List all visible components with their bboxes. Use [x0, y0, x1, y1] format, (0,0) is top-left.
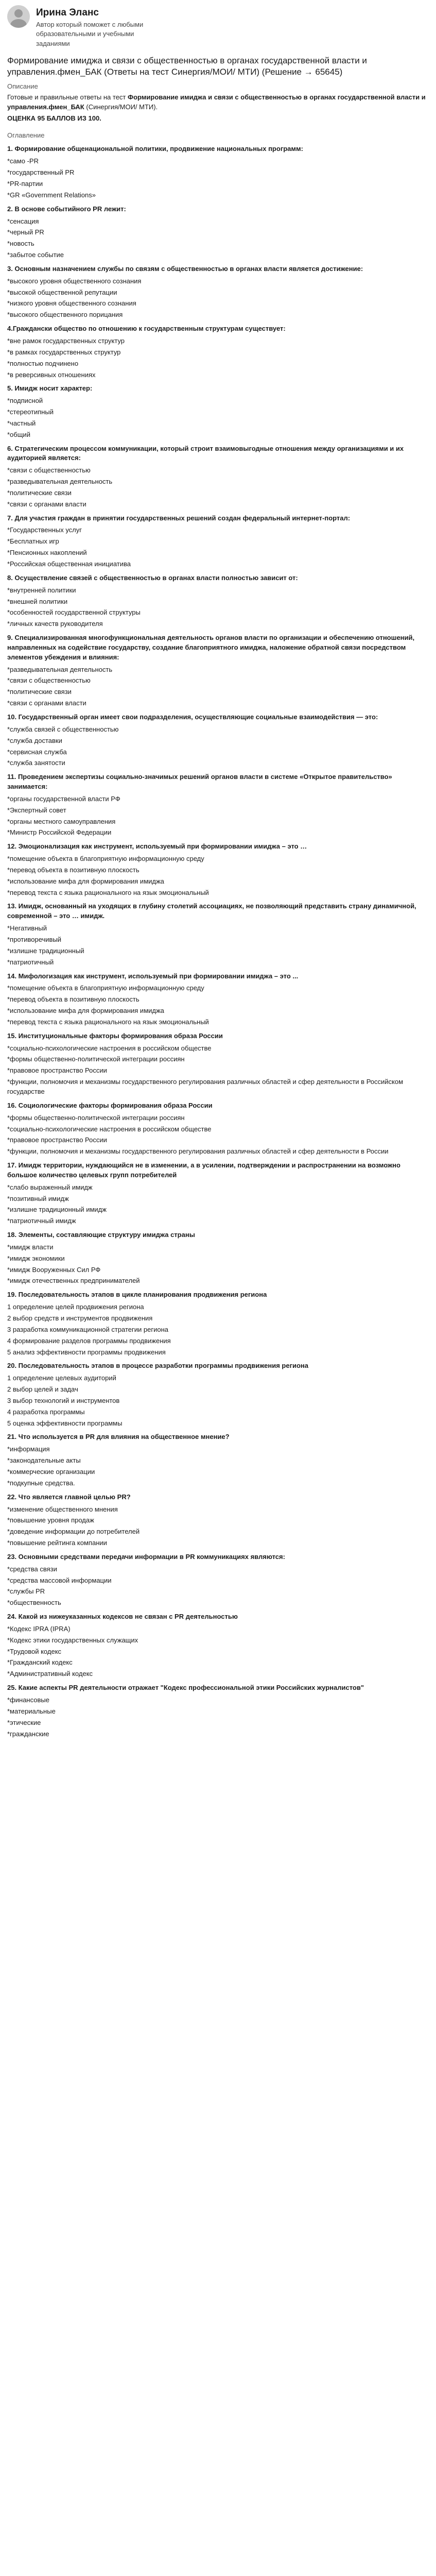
toc-label: Оглавление [7, 131, 45, 139]
question-title: 25. Какие аспекты PR деятельности отражает "Кодекс профессиональной этики Российских журналистов" [7, 1684, 364, 1692]
answer-option: *социально-психологические настроения в российском обществе [7, 1044, 212, 1052]
answer-option: 5 оценка эффективности программы [7, 1419, 123, 1427]
answer-option: *коммерческие организации [7, 1467, 95, 1476]
answer-option: *службы PR [7, 1587, 45, 1596]
question-block [7, 444, 429, 510]
answer-option: 4 формирование разделов программы продвижения [7, 1336, 171, 1345]
author-card [7, 5, 429, 49]
question-title: 13. Имидж, основанный на уходящих в глубину столетий ассоциациях, не позволяющий представить страну динамичной, современной – это … имидж. [7, 902, 416, 920]
answer-option: *средства связи [7, 1565, 57, 1573]
answer-option: *перевод текста с языка рационального на язык эмоциональный [7, 888, 209, 896]
question-block [7, 205, 429, 260]
description-bold: Формирование имиджа и связи с общественностью в органах государственной власти и управления.фмен_БАК [7, 93, 426, 111]
answer-option: *служба доставки [7, 736, 62, 744]
answer-option: *общественность [7, 1599, 61, 1607]
answer-option: *патриотичный имидж [7, 1217, 76, 1225]
question-block [7, 324, 429, 380]
question-title: 11. Проведением экспертизы социально-значимых решений органов власти в системе «Открытое правительство» занимается: [7, 773, 392, 791]
answer-option: *высокого уровня общественного сознания [7, 277, 142, 285]
question-title: 17. Имидж территории, нуждающийся не в изменении, а в усилении, подтверждении и распространении на возможно большое количество целевых групп потребителей [7, 1161, 400, 1179]
answer-option: 1 определение целевых аудиторий [7, 1374, 116, 1382]
question-title: 1. Формирование общенациональной политики, продвижение национальных программ: [7, 145, 303, 153]
answer-option: *GR «Government Relations» [7, 191, 96, 199]
description-tail: (Синергия/МОИ/ МТИ). [84, 103, 158, 111]
answer-option: *функции, полномочия и механизмы государственного регулирования различных областей и сфер деятельности в России [7, 1147, 389, 1156]
questions-list [7, 144, 429, 1739]
question-title: 24. Какой из нижеуказанных кодексов не связан с PR деятельностью [7, 1613, 238, 1621]
answer-option: *в рамках государственных структур [7, 348, 121, 356]
answer-option: *Экспертный совет [7, 806, 66, 814]
answer-option: *Гражданский кодекс [7, 1658, 73, 1667]
answer-option: *формы общественно-политической интеграции россиян [7, 1055, 185, 1063]
question-block [7, 1361, 429, 1428]
answer-option: *правовое пространство России [7, 1136, 107, 1144]
answer-option: *излишне традиционный имидж [7, 1206, 107, 1214]
answer-option: *низкого уровня общественного сознания [7, 299, 136, 308]
answer-option: *Министр Российской Федерации [7, 828, 112, 837]
question-title: 16. Социологические факторы формирования образа России [7, 1101, 213, 1109]
author-name[interactable]: Ирина Эланс [36, 7, 99, 18]
question-block [7, 1161, 429, 1226]
answer-option: 4 разработка программы [7, 1408, 85, 1416]
question-block [7, 1101, 429, 1157]
question-title: 3. Основным назначением службы по связям с общественностью в органах власти является достижение: [7, 264, 363, 273]
answer-option: *разведывательная деятельность [7, 478, 113, 486]
answer-option: *высокой общественной репутации [7, 288, 117, 296]
answer-option: *сервисная служба [7, 748, 67, 756]
answer-option: *государственный PR [7, 168, 75, 177]
answer-option: *имидж экономики [7, 1254, 65, 1262]
answer-option: *социально-психологические настроения в российском обществе [7, 1125, 212, 1133]
answer-option: *политические связи [7, 488, 72, 497]
answer-option: 2 выбор целей и задач [7, 1385, 78, 1394]
description-plain: Готовые и правильные ответы на тест [7, 93, 128, 101]
answer-option: 1 определение целей продвижения региона [7, 1303, 144, 1311]
answer-option: *имидж Вооруженных Сил РФ [7, 1265, 101, 1274]
question-title: 8. Осуществление связей с общественностью в органах власти полностью зависит от: [7, 573, 298, 582]
answer-option: *использование мифа для формирования имиджа [7, 1007, 164, 1015]
avatar[interactable] [7, 5, 30, 28]
question-title: 7. Для участия граждан в принятии государственных решений создан федеральный интернет-портал: [7, 514, 351, 522]
question-title: 2. В основе событийного PR лежит: [7, 205, 126, 213]
question-block [7, 144, 429, 200]
answer-option: *помещение объекта в благоприятную информационную среду [7, 984, 204, 992]
question-title: 21. Что используется в PR для влияния на общественное мнение? [7, 1433, 230, 1441]
question-title: 12. Эмоционализация как инструмент, используемый при формировании имиджа – это … [7, 842, 307, 851]
question-title: 9. Специализированная многофункциональная деятельность органов власти по организации и обеспечению отношений, направленных на содействие государству, создание благоприятного имиджа, наложение обратной связи посредством элементов убеждения и влияния: [7, 634, 415, 661]
answer-option: *внутренней политики [7, 586, 76, 594]
answer-option: *подписной [7, 397, 43, 405]
answer-option: 3 выбор технологий и инструментов [7, 1396, 120, 1404]
question-block [7, 1683, 429, 1739]
answer-option: *связи с органами власти [7, 699, 86, 707]
answer-option: *забытое событие [7, 251, 64, 259]
question-title: 10. Государственный орган имеет свои подразделения, осуществляющие социальные взаимодействия — это: [7, 713, 378, 721]
answer-option: *функции, полномочия и механизмы государственного регулирования различных областей и сфер деятельности в Российском государстве [7, 1078, 404, 1095]
document-title: Формирование имиджа и связи с общественностью в органах государственной власти и управления.фмен_БАК (Ответы на тест Синергия/МОИ/ МТИ) (Решение → 65645) [7, 56, 367, 77]
question-block [7, 264, 429, 320]
answer-option: *слабо выраженный имидж [7, 1183, 93, 1191]
answer-option: 3 разработка коммуникационной стратегии региона [7, 1325, 169, 1333]
answer-option: *новость [7, 240, 34, 248]
answer-option: *полностью подчинено [7, 359, 79, 367]
answer-option: *правовое пространство России [7, 1066, 107, 1075]
answer-option: *имидж власти [7, 1243, 54, 1251]
answer-option: *особенностей государственной структуры [7, 608, 141, 617]
answer-option: *Кодекс IPRA (IPRA) [7, 1624, 71, 1633]
score-text: ОЦЕНКА 95 БАЛЛОВ ИЗ 100. [7, 114, 101, 122]
question-title: 4.Граждански общество по отношению к государственным структурам существует: [7, 325, 286, 333]
answer-option: *служба занятости [7, 759, 65, 767]
answer-option: *PR-партии [7, 180, 43, 188]
answer-option: *связи с общественностью [7, 466, 91, 474]
answer-option: *изменение общественного мнения [7, 1505, 118, 1513]
question-title: 22. Что является главной целью PR? [7, 1493, 131, 1501]
question-title: 5. Имидж носит характер: [7, 384, 93, 393]
answer-option: *излишне традиционный [7, 946, 84, 955]
question-title: 23. Основными средствами передачи информации в PR коммуникациях являются: [7, 1552, 285, 1561]
answer-option: *материальные [7, 1707, 56, 1715]
answer-option: *законодательные акты [7, 1456, 81, 1465]
answer-option: *Государственных услуг [7, 526, 82, 534]
answer-option: *использование мифа для формирования имиджа [7, 877, 164, 885]
question-block [7, 633, 429, 708]
question-block [7, 772, 429, 838]
question-block [7, 1432, 429, 1488]
question-title: 19. Последовательность этапов в цикле планирования продвижения региона [7, 1291, 267, 1299]
answer-option: *само -PR [7, 157, 39, 165]
answer-option: *частный [7, 419, 36, 427]
question-block [7, 1493, 429, 1548]
question-title: 20. Последовательность этапов в процессе разработки программы продвижения региона [7, 1362, 309, 1370]
question-block [7, 514, 429, 569]
answer-option: *в реверсивных отношениях [7, 370, 96, 379]
question-block [7, 972, 429, 1027]
answer-option: *Российская общественная инициатива [7, 560, 131, 568]
description-text [7, 93, 429, 112]
answer-option: 2 выбор средств и инструментов продвижения [7, 1314, 153, 1323]
answer-option: *позитивный имидж [7, 1194, 69, 1202]
answer-option: *перевод объекта в позитивную плоскость [7, 995, 139, 1004]
answer-option: *служба связей с общественностью [7, 725, 119, 733]
answer-option: *Негативный [7, 924, 47, 933]
question-block [7, 1031, 429, 1097]
answer-option: *разведывательная деятельность [7, 665, 113, 673]
question-title: 6. Стратегическим процессом коммуникации, который строит взаимовыгодные отношения между организациями и их аудиторией является: [7, 444, 404, 462]
answer-option: *перевод объекта в позитивную плоскость [7, 866, 139, 874]
question-title: 18. Элементы, составляющие структуру имиджа страны [7, 1231, 195, 1239]
author-description: Автор который поможет с любыми образовательными и учебными заданиями [36, 20, 144, 48]
answer-option: *повышение уровня продаж [7, 1516, 94, 1524]
answer-option: *патриотичный [7, 958, 54, 966]
answer-option: *Кодекс этики государственных служащих [7, 1636, 138, 1644]
answer-option: *Бесплатных игр [7, 537, 59, 546]
description-label: Описание [7, 82, 38, 91]
answer-option: *Пенсионных накоплений [7, 549, 87, 557]
answer-option: *информация [7, 1445, 50, 1453]
question-block [7, 1230, 429, 1286]
question-block [7, 384, 429, 439]
answer-option: *повышение рейтинга компании [7, 1539, 107, 1547]
answer-option: *высокого общественного порицания [7, 311, 123, 319]
answer-option: *черный PR [7, 228, 44, 236]
answer-option: *политические связи [7, 688, 72, 696]
answer-option: *стереотипный [7, 408, 54, 416]
answer-option: *Административный кодекс [7, 1670, 93, 1678]
answer-option: *финансовые [7, 1696, 49, 1704]
answer-option: *личных качеств руководителя [7, 620, 103, 628]
question-block [7, 842, 429, 897]
answer-option: *связи с общественностью [7, 676, 91, 685]
answer-option: *Трудовой кодекс [7, 1647, 62, 1655]
question-block [7, 573, 429, 629]
answer-option: *перевод текста с языка рационального на язык эмоциональный [7, 1018, 209, 1026]
question-block [7, 1612, 429, 1679]
answer-option: *связи с органами власти [7, 500, 86, 508]
answer-option: *сенсация [7, 217, 39, 225]
question-block [7, 902, 429, 967]
question-block [7, 1290, 429, 1357]
question-block [7, 713, 429, 768]
question-block [7, 1552, 429, 1608]
answer-option: *имидж отечественных предпринимателей [7, 1277, 140, 1285]
answer-option: 5 анализ эффективности программы продвижения [7, 1348, 166, 1356]
question-title: 14. Мифологизация как инструмент, используемый при формировании имиджа – это ... [7, 972, 299, 980]
answer-option: *помещение объекта в благоприятную информационную среду [7, 855, 204, 863]
answer-option: *противоречивый [7, 936, 62, 944]
answer-option: *этические [7, 1718, 41, 1726]
answer-option: *доведение информации до потребителей [7, 1528, 140, 1536]
author-info [36, 5, 160, 49]
answer-option: *гражданские [7, 1730, 49, 1738]
answer-option: *вне рамок государственных структур [7, 336, 125, 345]
answer-option: *подкупные средства. [7, 1479, 75, 1487]
question-title: 15. Институциональные факторы формирования образа России [7, 1031, 223, 1040]
answer-option: *органы местного самоуправления [7, 817, 116, 825]
answer-option: *общий [7, 430, 30, 438]
answer-option: *формы общественно-политической интеграции россиян [7, 1113, 185, 1122]
answer-option: *внешней политики [7, 597, 68, 605]
answer-option: *органы государственной власти РФ [7, 794, 120, 803]
answer-option: *средства массовой информации [7, 1576, 112, 1584]
